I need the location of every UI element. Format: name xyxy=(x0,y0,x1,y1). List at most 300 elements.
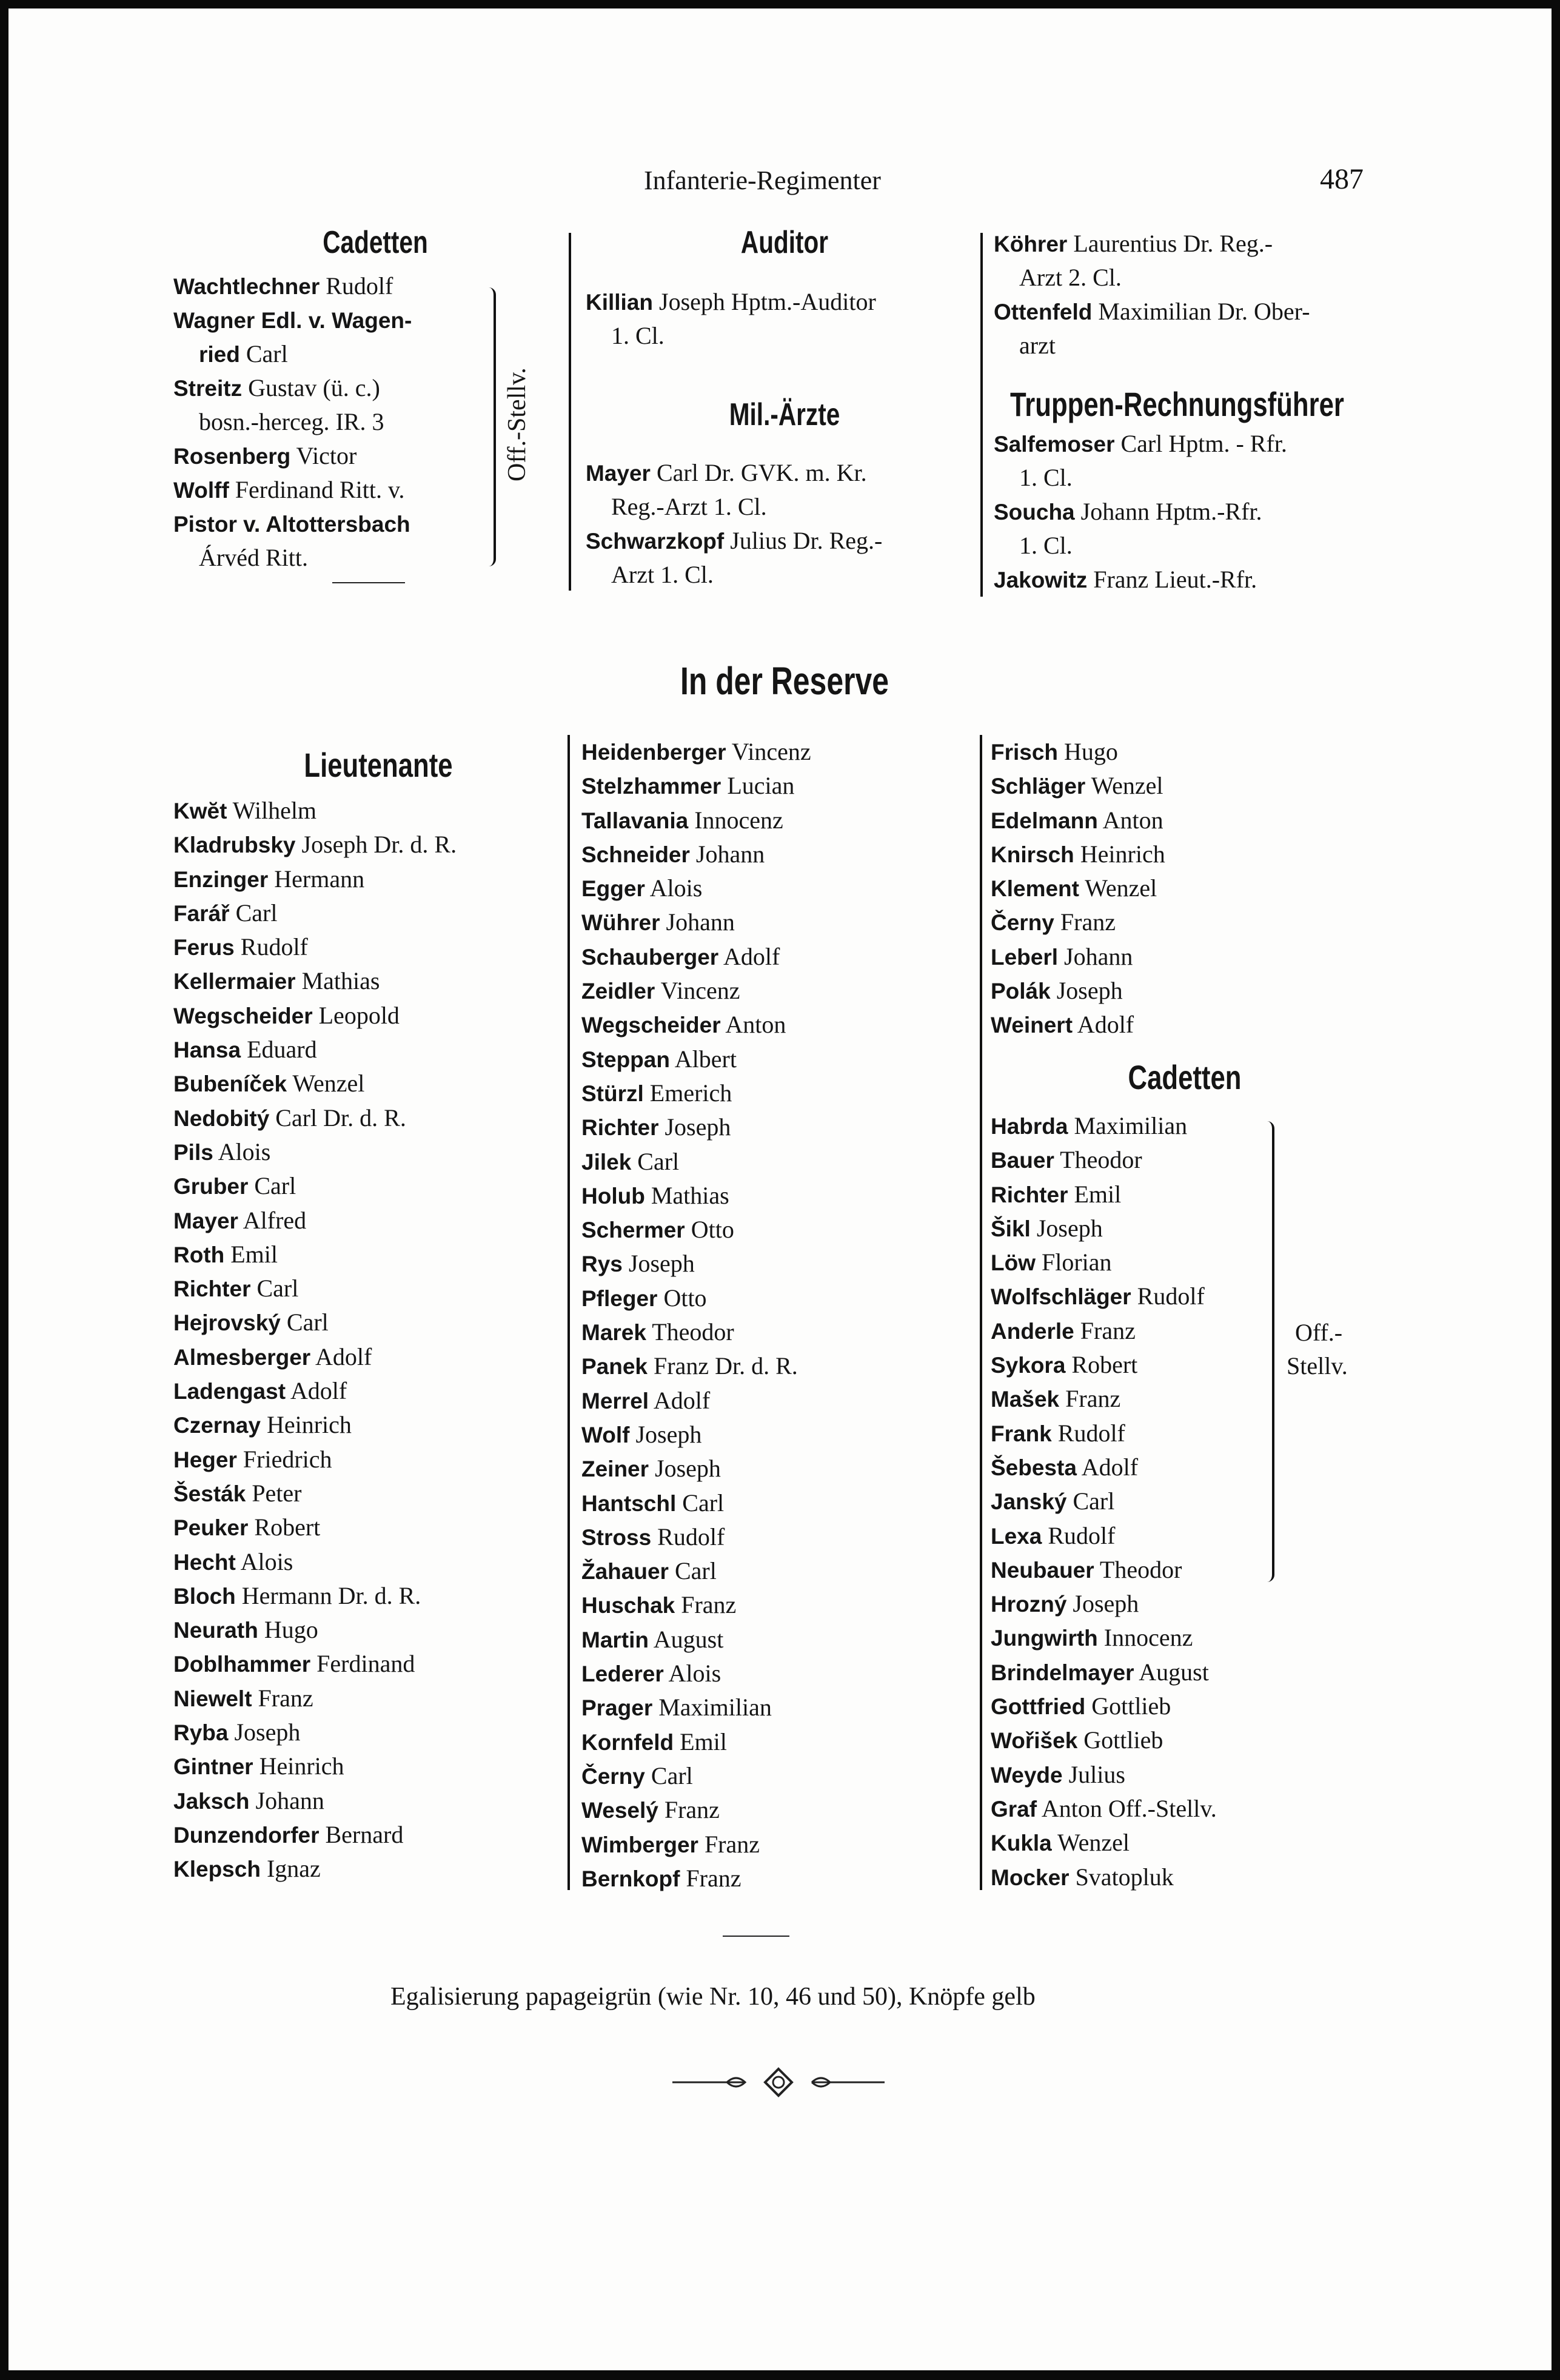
surname: Zeiner xyxy=(581,1456,649,1482)
name-details: Joseph xyxy=(1050,977,1123,1005)
list-item xyxy=(991,1109,1217,1143)
surname: Holub xyxy=(581,1183,645,1208)
surname: Schauberger xyxy=(581,944,719,970)
surname: Pils xyxy=(173,1139,213,1165)
surname: Brindelmayer xyxy=(991,1660,1134,1685)
list-item xyxy=(581,837,811,871)
name-details: Theodor xyxy=(1054,1146,1142,1174)
list-item xyxy=(991,1689,1217,1723)
name-details: Victor xyxy=(290,442,357,469)
list-item xyxy=(173,1067,457,1101)
list-item xyxy=(173,999,457,1033)
list-item xyxy=(991,1860,1217,1894)
surname: Schneider xyxy=(581,842,690,867)
list-item xyxy=(991,871,1165,905)
list-item xyxy=(173,1443,457,1477)
list-item xyxy=(581,974,811,1008)
surname: Kornfeld xyxy=(581,1729,674,1755)
name-details: Maximilian xyxy=(1068,1112,1188,1139)
name-details: Alois xyxy=(235,1547,293,1575)
surname: Nedobitý xyxy=(173,1105,270,1131)
list-item xyxy=(581,1691,811,1725)
surname: Marek xyxy=(581,1320,646,1346)
name-details: Carl Dr. GVK. m. Kr. xyxy=(650,459,867,486)
aerzte-continued-list xyxy=(994,227,1310,363)
name-details: Rudolf xyxy=(1051,1419,1125,1447)
list-item xyxy=(173,303,412,337)
surname: Mocker xyxy=(991,1865,1070,1890)
list-item xyxy=(581,871,811,905)
list-item xyxy=(991,905,1165,939)
list-item xyxy=(586,285,876,319)
name-details: arzt xyxy=(1019,332,1056,359)
name-details: Bernard xyxy=(319,1820,404,1848)
name-details: Joseph xyxy=(622,1250,695,1278)
surname: Soucha xyxy=(994,500,1075,525)
name-details: Peter xyxy=(246,1479,302,1507)
surname: Huschak xyxy=(581,1593,675,1618)
name-details: Hugo xyxy=(1058,738,1118,765)
name-details: Hermann Dr. d. R. xyxy=(235,1581,421,1609)
name-details: Franz xyxy=(252,1684,313,1712)
surname: Jilek xyxy=(581,1149,632,1175)
surname: Richter xyxy=(991,1182,1068,1207)
auditor-list xyxy=(586,285,876,353)
name-details: Adolf xyxy=(718,942,780,970)
list-item xyxy=(173,1238,457,1272)
list-item xyxy=(173,1272,457,1306)
surname: Wolf xyxy=(581,1422,630,1447)
reserve-off-stellv-note-1: Off.- xyxy=(1295,1319,1343,1346)
name-details: Joseph xyxy=(1030,1214,1103,1242)
list-item xyxy=(581,1418,811,1452)
surname: Hansa xyxy=(173,1037,241,1063)
surname: Richter xyxy=(173,1276,251,1302)
name-details: Johann xyxy=(1058,942,1133,970)
surname: Panek xyxy=(581,1354,648,1379)
surname: Hantschl xyxy=(581,1490,677,1516)
name-details: 1. Cl. xyxy=(611,322,665,349)
surname: Habrda xyxy=(991,1114,1068,1139)
surname: Janský xyxy=(991,1489,1067,1515)
surname: Černy xyxy=(991,910,1054,936)
name-details: Ferdinand xyxy=(310,1650,415,1678)
surname: Frisch xyxy=(991,740,1059,765)
list-item xyxy=(991,1587,1217,1621)
list-item xyxy=(581,1042,811,1076)
list-item xyxy=(173,1340,457,1374)
surname: Černy xyxy=(581,1763,645,1789)
name-details: Franz xyxy=(1059,1385,1121,1413)
surname: Wagner Edl. v. Wagen- xyxy=(173,308,412,333)
name-details: Vincenz xyxy=(726,738,811,765)
surname: Gintner xyxy=(173,1754,253,1780)
list-item xyxy=(991,1348,1217,1382)
name-details: Alfred xyxy=(238,1206,307,1234)
name-details: Reg.-Arzt 1. Cl. xyxy=(611,493,767,520)
surname: Heger xyxy=(173,1447,237,1472)
surname: Stross xyxy=(581,1524,652,1550)
section-title-mil-aerzte: Mil.-Ärzte xyxy=(729,397,840,432)
top-off-stellv-note: Off.-Stellv. xyxy=(503,367,531,481)
surname: Neubauer xyxy=(991,1557,1094,1583)
name-details: Carl xyxy=(631,1147,680,1175)
list-item xyxy=(581,1213,811,1247)
name-details: Franz xyxy=(1074,1316,1136,1344)
surname: Bauer xyxy=(991,1148,1054,1173)
surname: Mašek xyxy=(991,1387,1060,1412)
list-item xyxy=(991,1758,1217,1792)
surname: Enzinger xyxy=(173,867,269,892)
name-details: Innocenz xyxy=(1097,1624,1193,1652)
name-details: Gottlieb xyxy=(1077,1726,1163,1754)
surname: Leberl xyxy=(991,944,1059,970)
list-item xyxy=(173,1169,457,1203)
list-item xyxy=(581,769,811,803)
name-details: 1. Cl. xyxy=(1019,464,1073,491)
name-details: Joseph xyxy=(228,1718,301,1746)
surname: Steppan xyxy=(581,1047,670,1072)
list-item xyxy=(994,261,1310,295)
list-item xyxy=(581,735,811,769)
list-item xyxy=(994,495,1287,529)
list-item xyxy=(994,427,1287,461)
list-item xyxy=(173,1647,457,1681)
name-details: Joseph xyxy=(1066,1590,1139,1618)
name-details: Leopold xyxy=(312,1001,400,1029)
name-details: Anton Off.-Stellv. xyxy=(1037,1794,1217,1822)
list-item xyxy=(991,803,1165,837)
list-item xyxy=(173,473,412,507)
surname: Lexa xyxy=(991,1523,1042,1549)
name-details: Wenzel xyxy=(1079,874,1157,902)
list-item xyxy=(586,490,882,524)
list-item xyxy=(581,1110,811,1144)
column-rule xyxy=(980,735,982,1890)
surname: Löw xyxy=(991,1250,1036,1276)
list-item xyxy=(173,507,412,541)
surname: Weinert xyxy=(991,1013,1073,1038)
list-item xyxy=(581,940,811,974)
name-details: Joseph xyxy=(649,1455,721,1483)
running-header-title: Infanterie-Regimenter xyxy=(644,166,881,195)
name-details: Hugo xyxy=(258,1616,318,1644)
name-details: Ignaz xyxy=(260,1855,321,1883)
list-item xyxy=(991,1450,1217,1484)
name-details: Otto xyxy=(685,1216,734,1244)
off-stellv-brace-reserve xyxy=(1259,1121,1274,1582)
name-details: Mathias xyxy=(644,1181,729,1209)
list-item xyxy=(173,1033,457,1067)
list-item xyxy=(581,1008,811,1042)
list-item xyxy=(173,337,412,371)
surname: Wimberger xyxy=(581,1832,698,1857)
list-item xyxy=(991,1723,1217,1757)
surname: Hejrovský xyxy=(173,1310,281,1336)
name-details: Carl xyxy=(229,899,278,927)
name-details: Joseph xyxy=(629,1420,702,1448)
footer-note: Egalisierung papageigrün (wie Nr. 10, 46 und 50), Knöpfe gelb xyxy=(390,1983,1036,2011)
name-details: Lucian xyxy=(721,772,795,800)
name-details: Laurentius Dr. Reg.- xyxy=(1067,230,1273,257)
surname: Jaksch xyxy=(173,1788,250,1814)
list-item xyxy=(581,1315,811,1349)
name-details: Adolf xyxy=(1076,1453,1139,1481)
list-item xyxy=(581,1828,811,1862)
surname: Ferus xyxy=(173,935,235,960)
list-item xyxy=(173,1715,457,1749)
surname: Prager xyxy=(581,1695,653,1721)
list-item xyxy=(173,371,412,405)
list-item xyxy=(994,329,1310,363)
list-item xyxy=(581,803,811,837)
name-details: Wenzel xyxy=(287,1070,365,1098)
list-item xyxy=(991,1143,1217,1177)
list-item xyxy=(991,837,1165,871)
name-details: Carl xyxy=(668,1557,717,1585)
surname: Mayer xyxy=(586,461,651,486)
name-details: Julius xyxy=(1062,1760,1125,1788)
column-rule xyxy=(980,233,983,597)
surname: Kellermaier xyxy=(173,969,296,994)
name-details: Robert xyxy=(248,1513,321,1541)
surname: Wolfschläger xyxy=(991,1284,1131,1310)
list-item xyxy=(994,227,1310,261)
name-details: Rudolf xyxy=(234,933,308,961)
page xyxy=(8,8,1552,2370)
surname: Edelmann xyxy=(991,808,1098,833)
name-details: Anton xyxy=(1097,806,1163,834)
list-item xyxy=(173,794,457,828)
section-title-lieutenante: Lieutenante xyxy=(304,746,453,784)
list-item xyxy=(586,319,876,353)
surname: Pfleger xyxy=(581,1286,658,1311)
surname: Bubeníček xyxy=(173,1071,287,1097)
reserve-list-3 xyxy=(991,735,1165,1042)
surname: Jungwirth xyxy=(991,1626,1098,1651)
list-item xyxy=(581,1247,811,1281)
surname: Schläger xyxy=(991,774,1086,799)
name-details: Robert xyxy=(1065,1351,1138,1379)
name-details: August xyxy=(1134,1658,1209,1686)
list-item xyxy=(173,896,457,930)
list-item xyxy=(586,456,882,490)
name-details: Eduard xyxy=(241,1036,317,1064)
list-item xyxy=(173,862,457,896)
name-details: Rudolf xyxy=(1042,1521,1116,1549)
name-details: Adolf xyxy=(286,1377,347,1405)
surname: Bernkopf xyxy=(581,1866,680,1891)
list-item xyxy=(581,1452,811,1486)
list-item xyxy=(581,1349,811,1383)
lieutenante-list xyxy=(173,794,457,1886)
name-details: Franz Dr. d. R. xyxy=(648,1352,798,1380)
list-item xyxy=(991,1519,1217,1553)
list-item xyxy=(173,930,457,964)
list-item xyxy=(581,1384,811,1418)
surname: Wachtlechner xyxy=(173,274,320,299)
list-item xyxy=(173,1135,457,1169)
list-item xyxy=(173,1101,457,1135)
name-details: Johann xyxy=(689,840,765,868)
surname: Streitz xyxy=(173,376,243,401)
surname: Gottfried xyxy=(991,1694,1086,1720)
surname: Stürzl xyxy=(581,1081,644,1106)
surname: Kwĕt xyxy=(173,799,227,823)
surname: Šebesta xyxy=(991,1455,1077,1480)
name-details: Franz xyxy=(698,1830,760,1858)
list-item xyxy=(991,974,1165,1008)
surname: Kukla xyxy=(991,1831,1052,1856)
name-details: Innocenz xyxy=(688,806,783,834)
name-details: Emil xyxy=(674,1728,727,1755)
surname: Kladrubsky xyxy=(173,833,296,858)
list-item xyxy=(581,1281,811,1315)
list-item xyxy=(991,1416,1217,1450)
list-item xyxy=(991,1382,1217,1416)
surname: Sykora xyxy=(991,1353,1066,1378)
name-details: Emil xyxy=(1068,1180,1122,1208)
name-details: Carl xyxy=(250,1275,299,1302)
list-item xyxy=(173,1852,457,1886)
list-item xyxy=(994,529,1287,563)
surname: Ladengast xyxy=(173,1379,286,1404)
surname: Köhrer xyxy=(994,232,1068,256)
top-cadetten-list xyxy=(173,269,412,575)
name-details: Joseph xyxy=(658,1113,731,1141)
surname: Hrozný xyxy=(991,1592,1067,1617)
list-item xyxy=(173,1784,457,1818)
name-details: Heinrich xyxy=(1074,840,1165,868)
surname: Heidenberger xyxy=(581,740,726,765)
list-item xyxy=(994,295,1310,329)
name-details: Maximilian xyxy=(652,1694,772,1721)
name-details: Gustav (ü. c.) xyxy=(242,374,380,401)
name-details: Carl xyxy=(239,340,288,367)
list-item xyxy=(994,563,1287,597)
name-details: Franz Lieut.-Rfr. xyxy=(1087,566,1257,593)
name-details: Franz xyxy=(675,1591,737,1619)
list-item xyxy=(581,1588,811,1622)
surname: Peuker xyxy=(173,1515,249,1541)
list-item xyxy=(991,1245,1217,1279)
name-details: Vincenz xyxy=(655,977,740,1005)
surname: Rys xyxy=(581,1252,623,1277)
reserve-cadetten-list xyxy=(991,1109,1217,1894)
name-details: bosn.-herceg. IR. 3 xyxy=(199,408,384,435)
name-details: 1. Cl. xyxy=(1019,532,1073,559)
name-details: Carl Hptm. - Rfr. xyxy=(1114,430,1287,457)
list-item xyxy=(991,1655,1217,1689)
rechnungsfuehrer-list xyxy=(994,427,1287,597)
list-item xyxy=(581,1179,811,1213)
ornament-icon xyxy=(672,2064,885,2100)
list-item xyxy=(173,269,412,303)
surname: Klepsch xyxy=(173,1857,261,1882)
section-title-truppen-rechnungsfuehrer: Truppen-Rechnungsführer xyxy=(1010,385,1344,423)
name-details: Otto xyxy=(657,1284,707,1312)
list-item xyxy=(581,1862,811,1896)
surname: Knirsch xyxy=(991,842,1074,867)
surname: Stelzhammer xyxy=(581,774,721,799)
list-item xyxy=(991,1792,1217,1826)
list-item xyxy=(991,769,1165,803)
list-item xyxy=(581,1793,811,1827)
list-item xyxy=(173,1681,457,1715)
list-item xyxy=(173,405,412,439)
list-item xyxy=(173,1306,457,1339)
name-details: Julius Dr. Reg.- xyxy=(724,527,883,554)
surname: Weyde xyxy=(991,1762,1063,1788)
name-details: Joseph Dr. d. R. xyxy=(295,831,457,859)
surname: Tallavania xyxy=(581,808,689,833)
list-item xyxy=(581,905,811,939)
name-details: Arzt 2. Cl. xyxy=(1019,264,1122,291)
surname: Šesták xyxy=(173,1481,246,1506)
surname: Ryba xyxy=(173,1720,229,1746)
name-details: Hermann xyxy=(268,865,365,893)
surname: Richter xyxy=(581,1115,659,1141)
name-details: August xyxy=(649,1625,724,1653)
list-item xyxy=(991,1314,1217,1348)
name-details: Arzt 1. Cl. xyxy=(611,561,714,588)
column-rule xyxy=(567,735,570,1890)
off-stellv-brace xyxy=(481,287,496,566)
name-details: Carl xyxy=(248,1172,296,1200)
surname: Doblhammer xyxy=(173,1652,311,1677)
name-details: Franz xyxy=(680,1864,742,1892)
list-item xyxy=(991,1212,1217,1245)
list-item xyxy=(173,1510,457,1544)
list-item xyxy=(581,1759,811,1793)
section-title-cadetten-reserve: Cadetten xyxy=(1128,1058,1242,1096)
name-details: Theodor xyxy=(646,1318,734,1346)
list-item xyxy=(173,1374,457,1408)
surname: Egger xyxy=(581,876,645,902)
surname: Gruber xyxy=(173,1174,249,1199)
section-title-cadetten: Cadetten xyxy=(323,225,428,260)
list-item xyxy=(991,940,1165,974)
name-details: Wilhelm xyxy=(227,797,317,824)
list-item xyxy=(173,1818,457,1852)
list-item xyxy=(173,439,412,473)
name-details: Rudolf xyxy=(1131,1282,1205,1310)
name-details: Carl Dr. d. R. xyxy=(269,1104,406,1131)
list-item xyxy=(173,1477,457,1510)
surname: Lederer xyxy=(581,1661,664,1687)
surname: Czernay xyxy=(173,1413,261,1438)
reserve-title: In der Reserve xyxy=(680,659,889,703)
surname: Ottenfeld xyxy=(994,300,1093,324)
surname: Polák xyxy=(991,979,1051,1004)
name-details: Albert xyxy=(669,1045,737,1073)
name-details: Joseph Hptm.-Auditor xyxy=(653,288,876,315)
surname: Wegscheider xyxy=(581,1013,721,1038)
reserve-list-2 xyxy=(581,735,811,1896)
name-details: Heinrich xyxy=(260,1411,352,1439)
name-details: Carl xyxy=(676,1489,725,1517)
name-details: Carl xyxy=(644,1762,693,1789)
list-item xyxy=(173,1613,457,1647)
surname: Dunzendorfer xyxy=(173,1822,320,1848)
list-item xyxy=(581,1623,811,1657)
divider-short xyxy=(332,582,405,583)
surname: Weselý xyxy=(581,1798,658,1823)
list-item xyxy=(586,524,882,558)
list-item xyxy=(173,1749,457,1783)
list-item xyxy=(581,1657,811,1691)
list-item xyxy=(173,1579,457,1613)
